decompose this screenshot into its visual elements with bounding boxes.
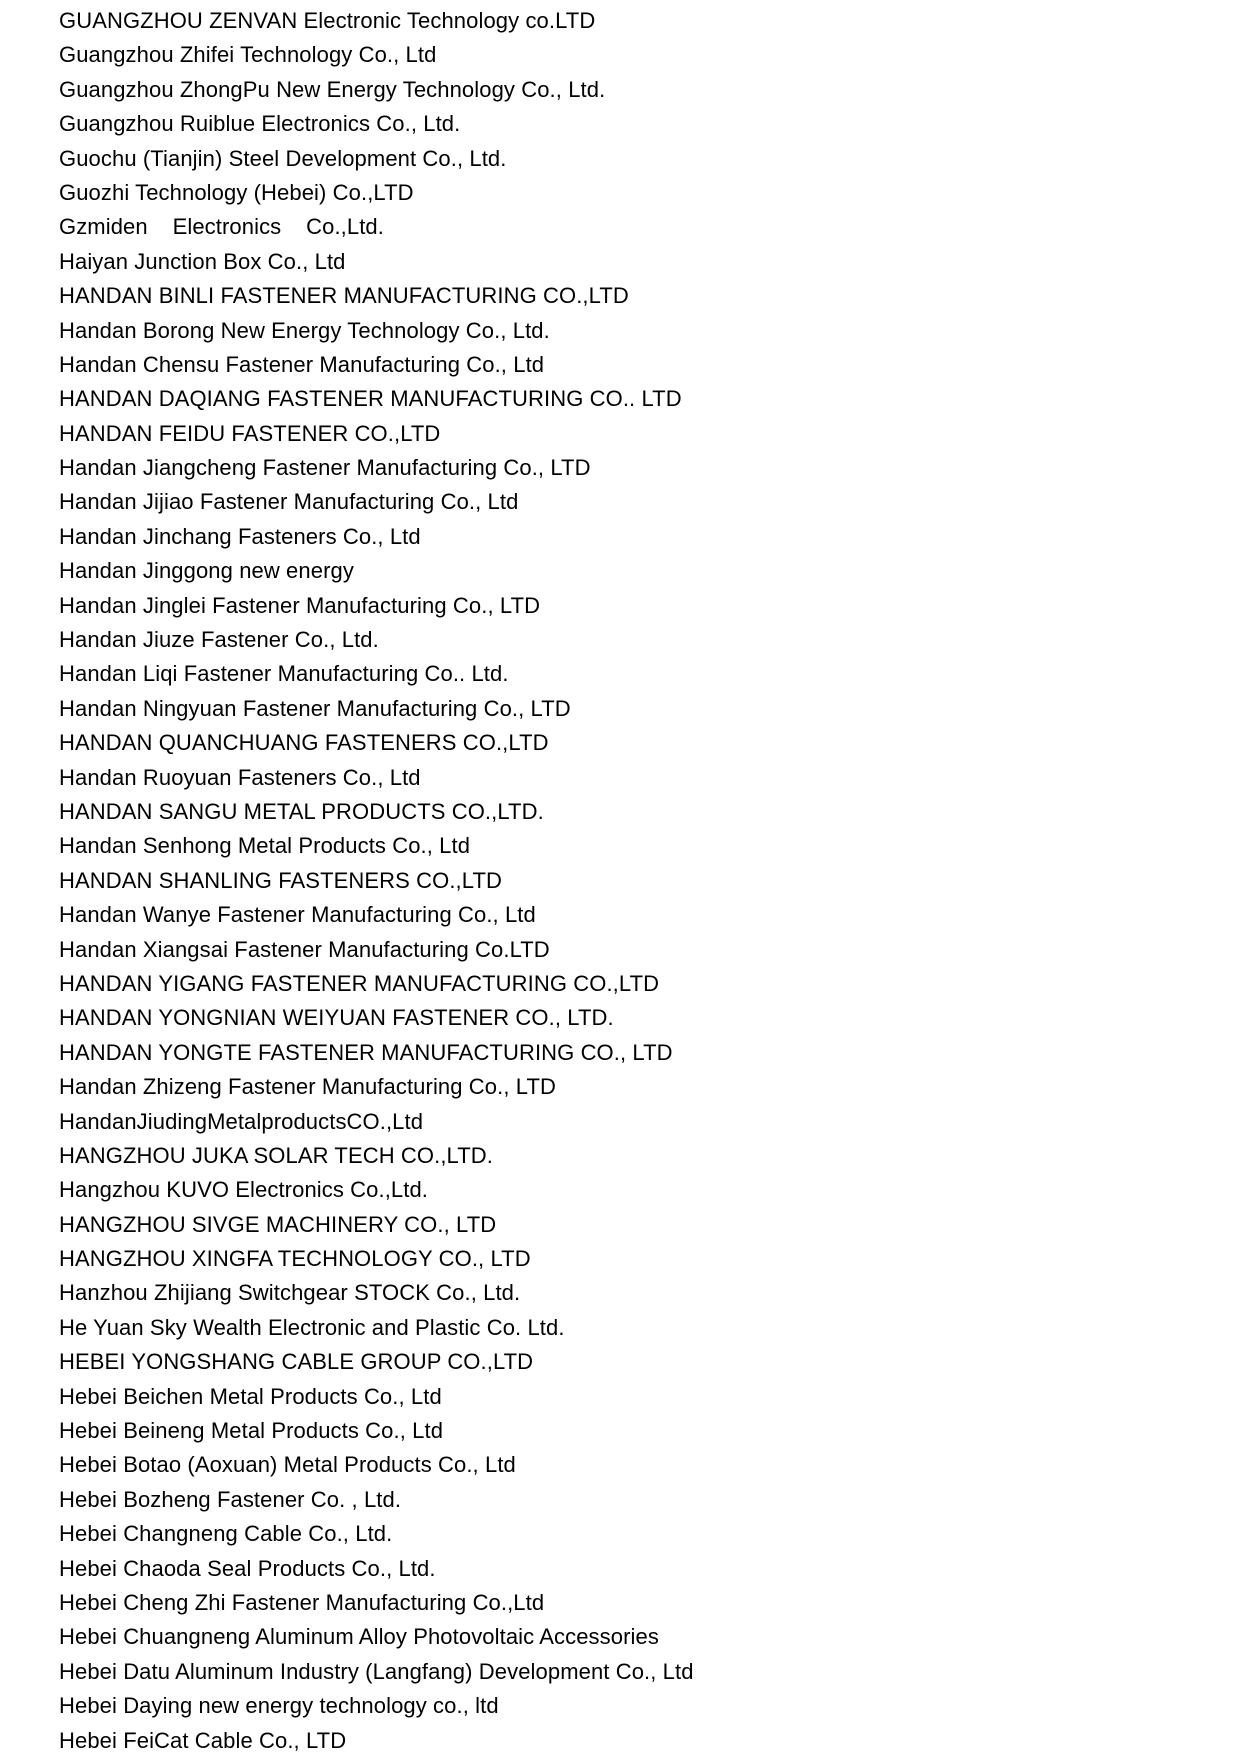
company-list-item: HANDAN QUANCHUANG FASTENERS CO.,LTD [59, 730, 549, 756]
company-list-item: Hebei Cheng Zhi Fastener Manufacturing Co.,Ltd [59, 1589, 545, 1615]
company-list-item: HANDAN YONGTE FASTENER MANUFACTURING CO., LTD [59, 1039, 673, 1065]
company-list-item: HANGZHOU JUKA SOLAR TECH CO.,LTD. [59, 1142, 493, 1168]
company-list-item: Hangzhou KUVO Electronics Co.,Ltd. [59, 1177, 429, 1203]
company-list-item: Handan Ruoyuan Fasteners Co., Ltd [59, 764, 421, 790]
company-list-item: HANDAN YIGANG FASTENER MANUFACTURING CO.,LTD [59, 970, 660, 996]
company-list-item: Handan Liqi Fastener Manufacturing Co.. Ltd. [59, 661, 509, 687]
company-list-item: HANDAN FEIDU FASTENER CO.,LTD [59, 420, 441, 446]
company-list-item: Handan Wanye Fastener Manufacturing Co., Ltd [59, 902, 536, 928]
company-list-item: Guochu (Tianjin) Steel Development Co., Ltd. [59, 145, 507, 171]
company-list-item: Handan Ningyuan Fastener Manufacturing Co., LTD [59, 695, 571, 721]
company-list-item: HANGZHOU XINGFA TECHNOLOGY CO., LTD [59, 1246, 531, 1272]
company-list-item: HANDAN SHANLING FASTENERS CO.,LTD [59, 867, 502, 893]
company-list-item: HANDAN BINLI FASTENER MANUFACTURING CO.,LTD [59, 283, 629, 309]
company-list-item: HANDAN DAQIANG FASTENER MANUFACTURING CO.. LTD [59, 386, 682, 412]
company-list-item: Hebei Datu Aluminum Industry (Langfang) Development Co., Ltd [59, 1658, 694, 1684]
company-list-item: HANDAN SANGU METAL PRODUCTS CO.,LTD. [59, 798, 544, 824]
company-list-item: Handan Jijiao Fastener Manufacturing Co., Ltd [59, 489, 519, 515]
company-list-item: Hebei Beichen Metal Products Co., Ltd [59, 1383, 442, 1409]
company-list-item: Handan Borong New Energy Technology Co., Ltd. [59, 317, 550, 343]
company-list-item: HandanJiudingMetalproductsCO.,Ltd [59, 1108, 424, 1134]
company-list-item: HANDAN YONGNIAN WEIYUAN FASTENER CO., LTD. [59, 1005, 614, 1031]
company-list-item: Hebei Changneng Cable Co., Ltd. [59, 1521, 393, 1547]
company-list-item: Handan Xiangsai Fastener Manufacturing Co.LTD [59, 936, 550, 962]
company-list-item: Haiyan Junction Box Co., Ltd [59, 248, 346, 274]
company-list-item: He Yuan Sky Wealth Electronic and Plastic Co. Ltd. [59, 1314, 565, 1340]
company-list-item: Handan Jiangcheng Fastener Manufacturing Co., LTD [59, 455, 591, 481]
company-list-item: Handan Jiuze Fastener Co., Ltd. [59, 627, 379, 653]
company-list-item: Hebei Chuangneng Aluminum Alloy Photovoltaic Accessories [59, 1624, 659, 1650]
company-list-item: Hebei Chaoda Seal Products Co., Ltd. [59, 1555, 436, 1581]
company-list-item: Handan Zhizeng Fastener Manufacturing Co., LTD [59, 1074, 556, 1100]
company-list-item: HANGZHOU SIVGE MACHINERY CO., LTD [59, 1211, 497, 1237]
company-list-item: Guangzhou Ruiblue Electronics Co., Ltd. [59, 111, 461, 137]
company-list [59, 4, 694, 1758]
company-list-item: HEBEI YONGSHANG CABLE GROUP CO.,LTD [59, 1349, 534, 1375]
company-list-item: Guozhi Technology (Hebei) Co.,LTD [59, 179, 414, 205]
company-list-item: Hebei Bozheng Fastener Co. , Ltd. [59, 1486, 402, 1512]
company-list-item: Hanzhou Zhijiang Switchgear STOCK Co., Ltd. [59, 1280, 521, 1306]
company-list-item: Hebei Daying new energy technology co., ltd [59, 1693, 499, 1719]
company-list-item: Hebei FeiCat Cable Co., LTD [59, 1727, 347, 1753]
company-list-item: Handan Chensu Fastener Manufacturing Co., Ltd [59, 351, 545, 377]
company-list-item: GUANGZHOU ZENVAN Electronic Technology co.LTD [59, 8, 596, 33]
company-list-item: Guangzhou Zhifei Technology Co., Ltd [59, 42, 437, 68]
company-list-item: Handan Jinggong new energy [59, 558, 354, 584]
company-list-item: Handan Jinglei Fastener Manufacturing Co., LTD [59, 592, 541, 618]
company-list-item: Hebei Botao (Aoxuan) Metal Products Co., Ltd [59, 1452, 516, 1478]
company-list-item: Hebei Beineng Metal Products Co., Ltd [59, 1418, 444, 1444]
company-list-item: Guangzhou ZhongPu New Energy Technology Co., Ltd. [59, 76, 606, 102]
company-list-item: Handan Jinchang Fasteners Co., Ltd [59, 523, 421, 549]
company-list-item: Handan Senhong Metal Products Co., Ltd [59, 833, 471, 859]
company-list-item: Gzmiden Electronics Co.,Ltd. [59, 214, 384, 240]
